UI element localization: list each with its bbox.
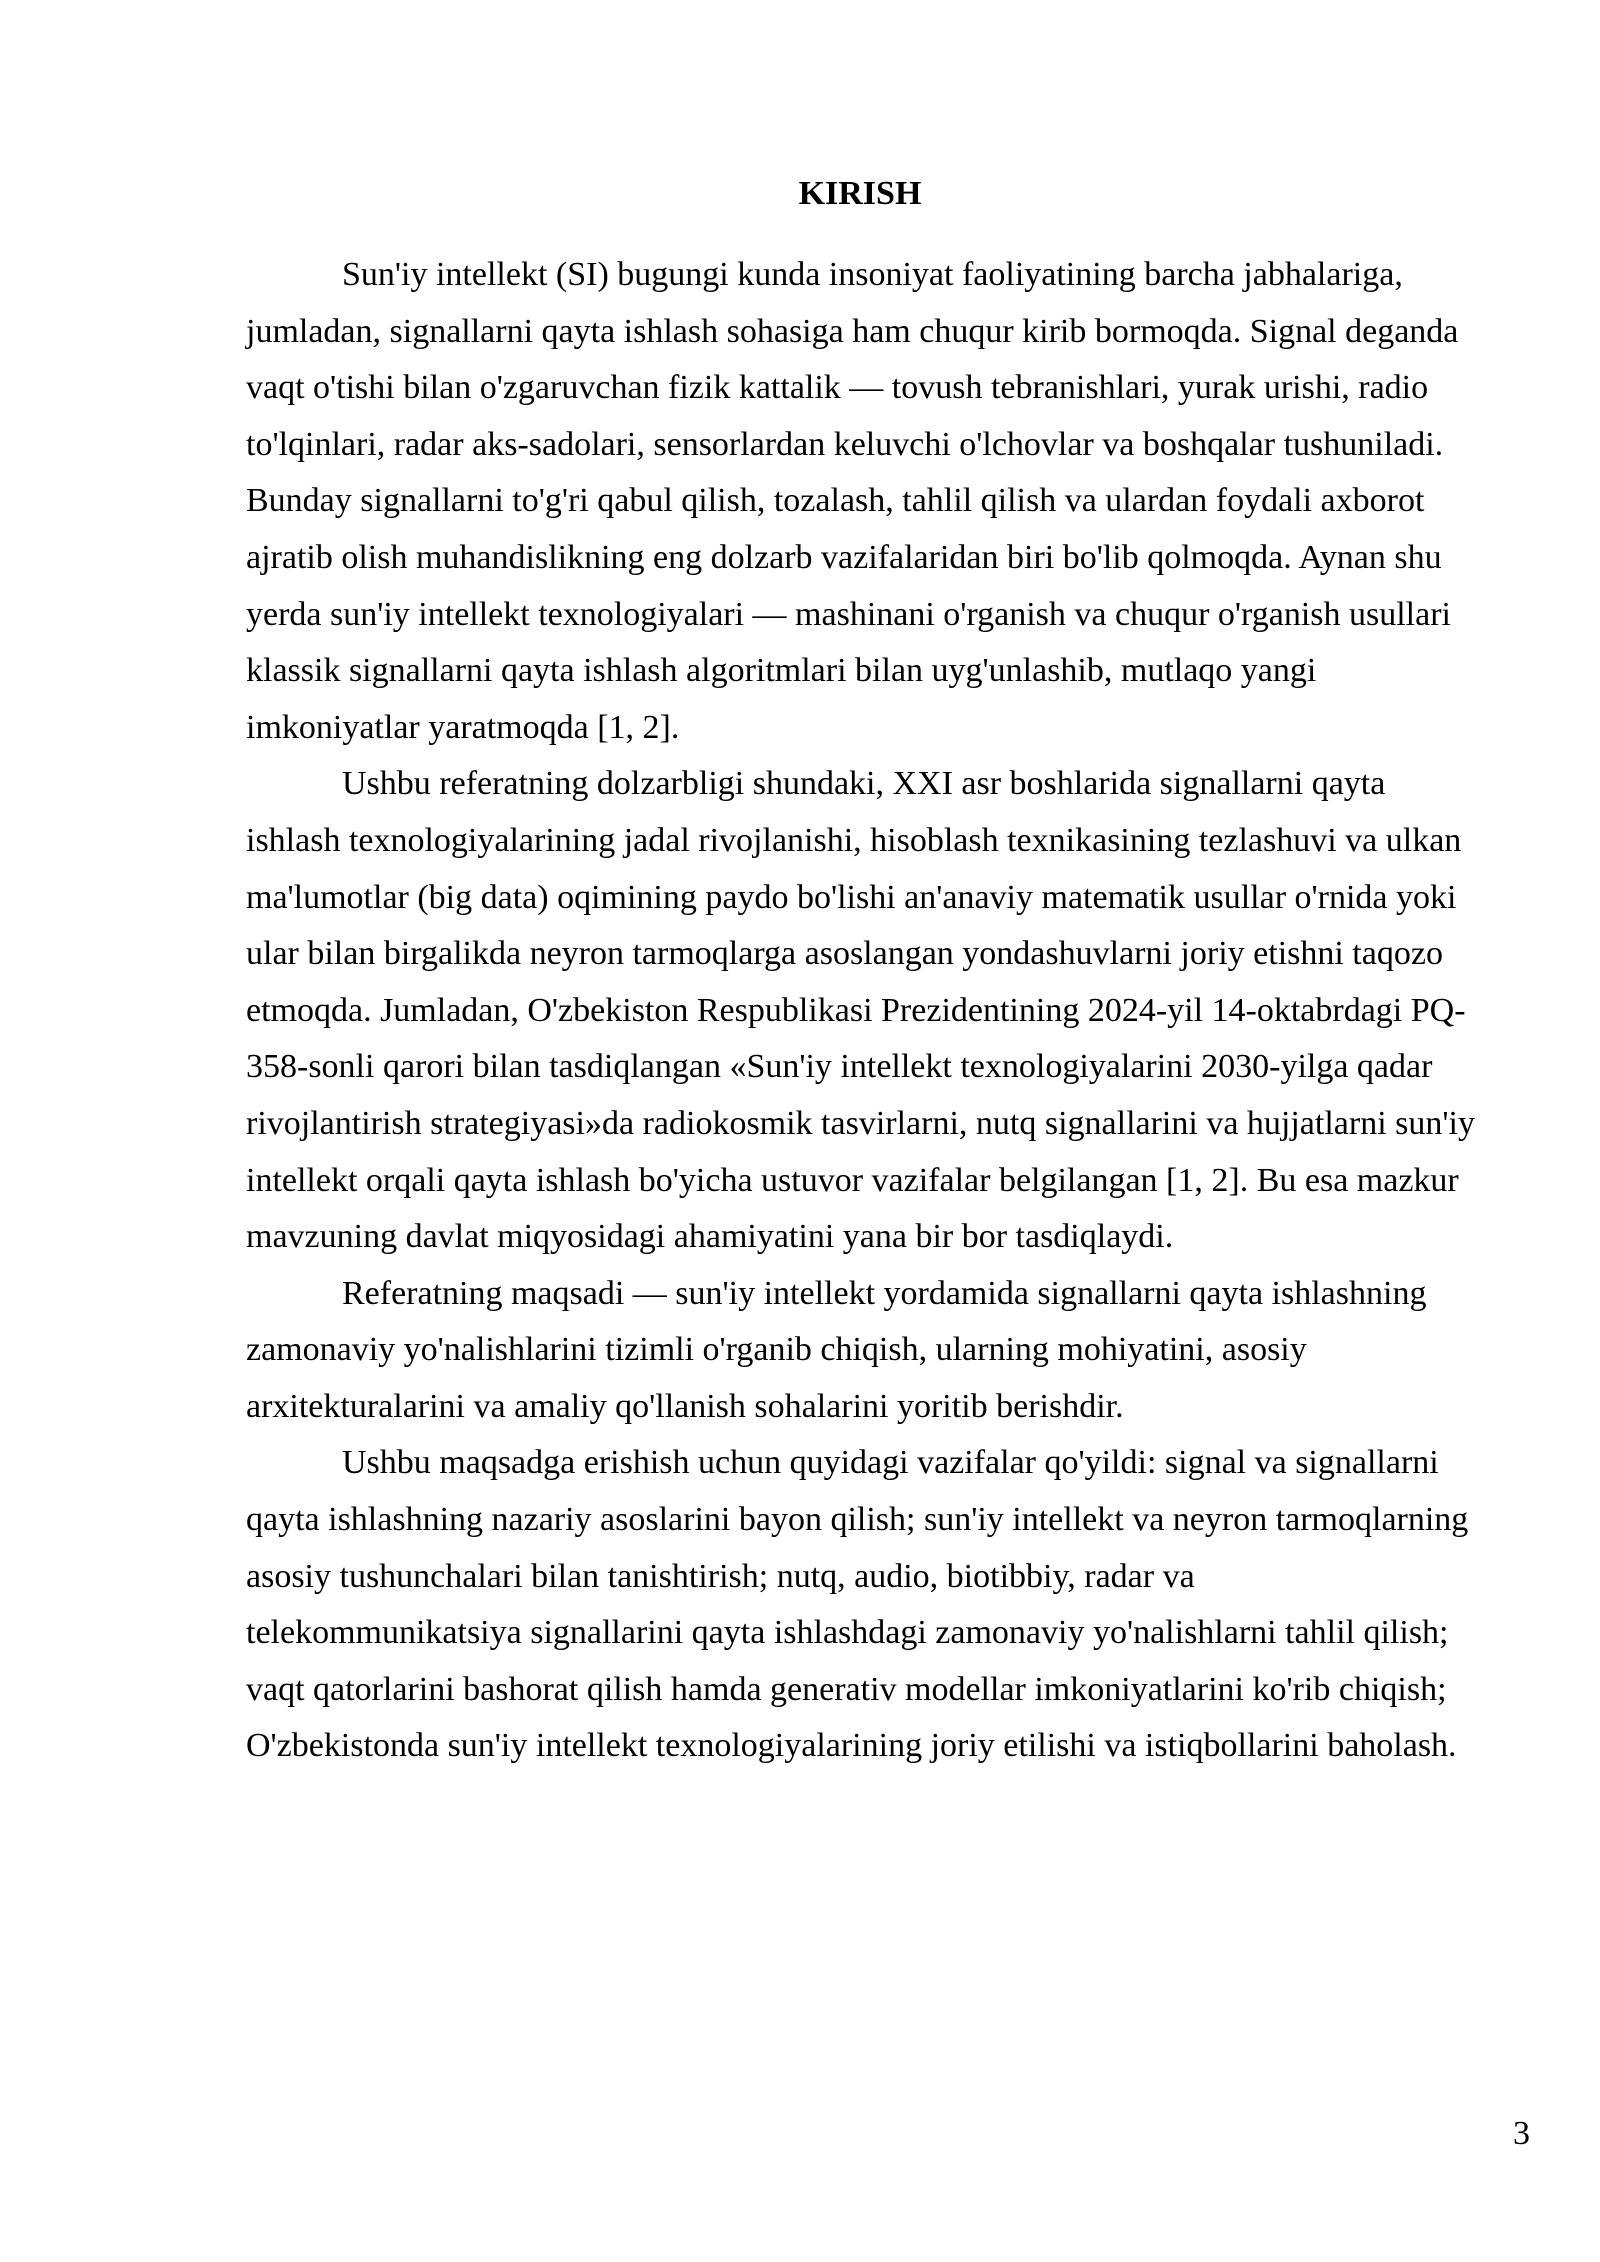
paragraph-3: Referatning maqsadi — sun'iy intellekt yordamida signallarni qayta ishlashning zamonaviy yo'nalishlarini tizimli o'rganib chiqish, ularning mohiyatini, asosiy arxitekturalarini va amaliy qo'llanish sohalarini yoritib berishdir. [246,1274,1427,1425]
body-text [246,247,1476,1775]
paragraph-4: Ushbu maqsadga erishish uchun quyidagi vazifalar qo'yildi: signal va signallarni qayta ishlashning nazariy asoslarini bayon qilish; sun'iy intellekt va neyron tarmoqlarning asosiy tushunchalari bilan tanishtirish; nutq, audio, biotibbiy, radar va telekommunikatsiya signallarini qayta ishlashdagi zamonaviy yo'nalishlarni tahlil qilish; vaqt qatorlarini bashorat qilish hamda generativ modellar imkoniyatlarini ko'rib chiqish; O'zbekistonda sun'iy intellekt texnologiyalarining joriy etilishi va istiqbollarini baholash. [246,1444,1469,1765]
page-number: 3 [1513,2115,1530,2152]
paragraph-1: Sun'iy intellekt (SI) bugungi kunda insoniyat faoliyatining barcha jabhalariga, jumladan, signallarni qayta ishlash sohasiga ham chuqur kirib bormoqda. Signal deganda vaqt o'tishi bilan o'zgaruvchan fizik kattalik — tovush tebranishlari, yurak urishi, radio to'lqinlari, radar aks-sadolari, sensorlardan keluvchi o'lchovlar va boshqalar tushuniladi. Bunday signallarni to'g'ri qabul qilish, tozalash, tahlil qilish va ulardan foydali axborot ajratib olish muhandislikning eng dolzarb vazifalaridan biri bo'lib qolmoqda. Aynan shu yerda sun'iy intellekt texnologiyalari — mashinani o'rganish va chuqur o'rganish usullari klassik signallarni qayta ishlash algoritmlari bilan uyg'unlashib, mutlaqo yangi imkoniyatlar yaratmoqda [1, 2]. [246,256,1459,746]
section-heading: KIRISH [798,175,922,212]
paragraph-2: Ushbu referatning dolzarbligi shundaki, XXI asr boshlarida signallarni qayta ishlash texnologiyalarining jadal rivojlanishi, hisoblash texnikasining tezlashuvi va ulkan ma'lumotlar (big data) oqimining paydo bo'lishi an'anaviy matematik usullar o'rnida yoki ular bilan birgalikda neyron tarmoqlarga asoslangan yondashuvlarni joriy etishni taqozo etmoqda. Jumladan, O'zbekiston Respublikasi Prezidentining 2024-yil 14-oktabrdagi PQ-358-sonli qarori bilan tasdiqlangan «Sun'iy intellekt texnologiyalarini 2030-yilga qadar rivojlantirish strategiyasi»da radiokosmik tasvirlarni, nutq signallarini va hujjatlarni sun'iy intellekt orqali qayta ishlash bo'yicha ustuvor vazifalar belgilangan [1, 2]. Bu esa mazkur mavzuning davlat miqyosidagi ahamiyatini yana bir bor tasdiqlaydi. [246,765,1475,1256]
